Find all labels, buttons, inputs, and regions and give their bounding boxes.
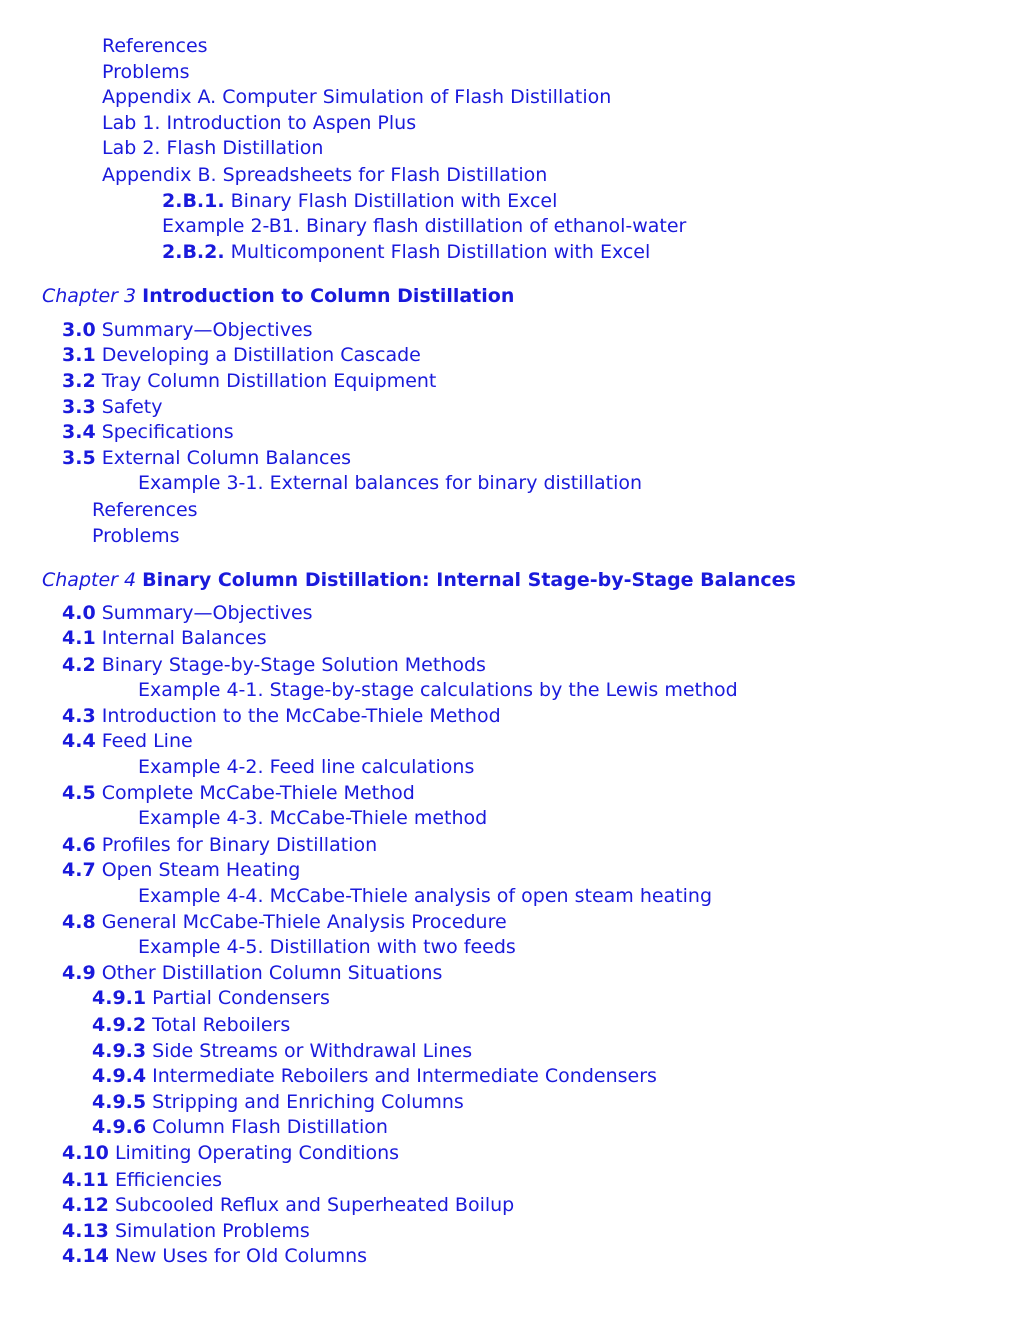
- toc-text: Summary—Objectives: [101, 319, 313, 341]
- toc-text: Lab 2. Flash Distillation: [102, 137, 324, 159]
- section-number: 2.B.2.: [162, 241, 225, 263]
- toc-text: Example 4-4. McCabe-Thiele analysis of open steam heating: [138, 885, 713, 907]
- toc-text: Limiting Operating Conditions: [114, 1142, 400, 1164]
- toc-link-3-0[interactable]: [62, 318, 313, 342]
- toc-text: Complete McCabe-Thiele Method: [101, 782, 415, 804]
- toc-text: External Column Balances: [101, 447, 352, 469]
- toc-text: Example 3-1. External balances for binary distillation: [138, 472, 643, 494]
- toc-link-4-9-1[interactable]: [92, 986, 330, 1010]
- section-number: 3.5: [62, 447, 96, 469]
- section-number: 3.4: [62, 421, 96, 443]
- toc-link-4-9-4[interactable]: [92, 1064, 657, 1088]
- toc-text: Binary Flash Distillation with Excel: [230, 190, 558, 212]
- toc-link-lab-1[interactable]: [102, 111, 416, 135]
- toc-link-references[interactable]: [92, 498, 198, 522]
- toc-text: Example 4-3. McCabe-Thiele method: [138, 807, 488, 829]
- chapter-label: Chapter 4: [42, 569, 137, 591]
- toc-text: Lab 1. Introduction to Aspen Plus: [102, 112, 417, 134]
- section-number: 4.1: [62, 627, 96, 649]
- toc-text: Problems: [92, 525, 180, 547]
- section-number: 3.0: [62, 319, 96, 341]
- section-number: 4.9.3: [92, 1040, 147, 1062]
- section-number: 4.9.6: [92, 1116, 147, 1138]
- toc-text: Specifications: [101, 421, 234, 443]
- toc-text: Open Steam Heating: [101, 859, 301, 881]
- toc-link-appendix-a[interactable]: [102, 85, 611, 109]
- chapter-title-link[interactable]: Introduction to Column Distillation: [142, 285, 515, 307]
- toc-link-4-9-5[interactable]: [92, 1090, 464, 1114]
- toc-text: Example 2-B1. Binary flash distillation of ethanol-water: [162, 215, 687, 237]
- section-number: 4.12: [62, 1194, 109, 1216]
- section-number: 4.5: [62, 782, 96, 804]
- section-number: 3.1: [62, 344, 96, 366]
- toc-text: Other Distillation Column Situations: [101, 962, 443, 984]
- toc-link-4-6[interactable]: [62, 833, 377, 857]
- toc-link-4-3[interactable]: [62, 704, 501, 728]
- toc-link-2b2[interactable]: [162, 240, 650, 264]
- section-number: 4.2: [62, 654, 96, 676]
- toc-link-example-4-2[interactable]: [138, 755, 474, 779]
- section-number: 4.3: [62, 705, 96, 727]
- toc-link-4-9-2[interactable]: [92, 1013, 290, 1037]
- section-number: 3.3: [62, 396, 96, 418]
- toc-link-4-9-3[interactable]: [92, 1039, 472, 1063]
- toc-link-3-5[interactable]: [62, 446, 351, 470]
- toc-text: Partial Condensers: [152, 987, 330, 1009]
- toc-text: Example 4-1. Stage-by-stage calculations by the Lewis method: [138, 679, 738, 701]
- toc-link-4-13[interactable]: [62, 1219, 310, 1243]
- toc-link-2b1[interactable]: [162, 189, 557, 213]
- toc-link-lab-2[interactable]: [102, 136, 323, 160]
- toc-link-example-2b1[interactable]: [162, 214, 686, 238]
- section-number: 4.10: [62, 1142, 109, 1164]
- toc-text: Subcooled Reflux and Superheated Boilup: [114, 1194, 515, 1216]
- toc-link-example-4-5[interactable]: [138, 935, 516, 959]
- toc-text: References: [92, 499, 198, 521]
- chapter-label: Chapter 3: [42, 285, 137, 307]
- toc-link-4-2[interactable]: [62, 653, 486, 677]
- toc-text: New Uses for Old Columns: [114, 1245, 368, 1267]
- toc-link-references[interactable]: [102, 34, 208, 58]
- toc-text: Example 4-5. Distillation with two feeds: [138, 936, 516, 958]
- section-number: 4.11: [62, 1169, 109, 1191]
- section-number: 4.4: [62, 730, 96, 752]
- toc-text: Multicomponent Flash Distillation with Excel: [230, 241, 651, 263]
- toc-text: Simulation Problems: [114, 1220, 310, 1242]
- toc-text: Example 4-2. Feed line calculations: [138, 756, 475, 778]
- toc-link-3-3[interactable]: [62, 395, 163, 419]
- toc-link-appendix-b[interactable]: [102, 163, 547, 187]
- toc-text: Total Reboilers: [152, 1014, 291, 1036]
- toc-link-3-4[interactable]: [62, 420, 234, 444]
- chapter-3-heading: [42, 284, 514, 308]
- section-number: 4.9.1: [92, 987, 147, 1009]
- toc-text: Efficiencies: [114, 1169, 223, 1191]
- toc-text: Internal Balances: [101, 627, 267, 649]
- toc-link-4-11[interactable]: [62, 1168, 222, 1192]
- toc-text: References: [102, 35, 208, 57]
- toc-text: Profiles for Binary Distillation: [101, 834, 378, 856]
- toc-link-4-5[interactable]: [62, 781, 415, 805]
- toc-text: Side Streams or Withdrawal Lines: [152, 1040, 473, 1062]
- section-number: 4.9: [62, 962, 96, 984]
- toc-link-4-12[interactable]: [62, 1193, 514, 1217]
- toc-text: Stripping and Enriching Columns: [152, 1091, 464, 1113]
- toc-link-example-3-1[interactable]: [138, 471, 642, 495]
- toc-link-4-7[interactable]: [62, 858, 300, 882]
- toc-text: Safety: [101, 396, 163, 418]
- toc-text: Column Flash Distillation: [152, 1116, 388, 1138]
- toc-text: Introduction to the McCabe-Thiele Method: [101, 705, 501, 727]
- toc-text: Tray Column Distillation Equipment: [101, 370, 437, 392]
- toc-text: Summary—Objectives: [101, 602, 313, 624]
- toc-link-4-0[interactable]: [62, 601, 313, 625]
- toc-text: Feed Line: [101, 730, 193, 752]
- toc-link-4-9[interactable]: [62, 961, 442, 985]
- chapter-title-link[interactable]: Binary Column Distillation: Internal Stage-by-Stage Balances: [142, 569, 796, 591]
- section-number: 4.7: [62, 859, 96, 881]
- toc-link-4-14[interactable]: [62, 1244, 367, 1268]
- toc-link-4-1[interactable]: [62, 626, 267, 650]
- toc-text: Intermediate Reboilers and Intermediate Condensers: [152, 1065, 657, 1087]
- section-number: 3.2: [62, 370, 96, 392]
- toc-text: Binary Stage-by-Stage Solution Methods: [101, 654, 486, 676]
- toc-text: Appendix B. Spreadsheets for Flash Distillation: [102, 164, 548, 186]
- section-number: 4.9.4: [92, 1065, 147, 1087]
- toc-link-example-4-4[interactable]: [138, 884, 712, 908]
- section-number: 4.8: [62, 911, 96, 933]
- toc-text: Developing a Distillation Cascade: [101, 344, 421, 366]
- toc-link-example-4-3[interactable]: [138, 806, 487, 830]
- section-number: 4.6: [62, 834, 96, 856]
- toc-link-problems[interactable]: [102, 60, 190, 84]
- section-number: 4.9.2: [92, 1014, 147, 1036]
- section-number: 4.0: [62, 602, 96, 624]
- toc-link-3-1[interactable]: [62, 343, 421, 367]
- toc-text: Problems: [102, 61, 190, 83]
- toc-link-3-2[interactable]: [62, 369, 436, 393]
- toc-link-problems[interactable]: [92, 524, 180, 548]
- section-number: 4.14: [62, 1245, 109, 1267]
- toc-link-4-8[interactable]: [62, 910, 507, 934]
- section-number: 2.B.1.: [162, 190, 225, 212]
- toc-link-4-4[interactable]: [62, 729, 193, 753]
- section-number: 4.9.5: [92, 1091, 147, 1113]
- toc-text: General McCabe-Thiele Analysis Procedure: [101, 911, 507, 933]
- toc-text: Appendix A. Computer Simulation of Flash Distillation: [102, 86, 612, 108]
- toc-link-example-4-1[interactable]: [138, 678, 738, 702]
- chapter-4-heading: [42, 568, 796, 592]
- toc-link-4-9-6[interactable]: [92, 1115, 388, 1139]
- toc-link-4-10[interactable]: [62, 1141, 399, 1165]
- section-number: 4.13: [62, 1220, 109, 1242]
